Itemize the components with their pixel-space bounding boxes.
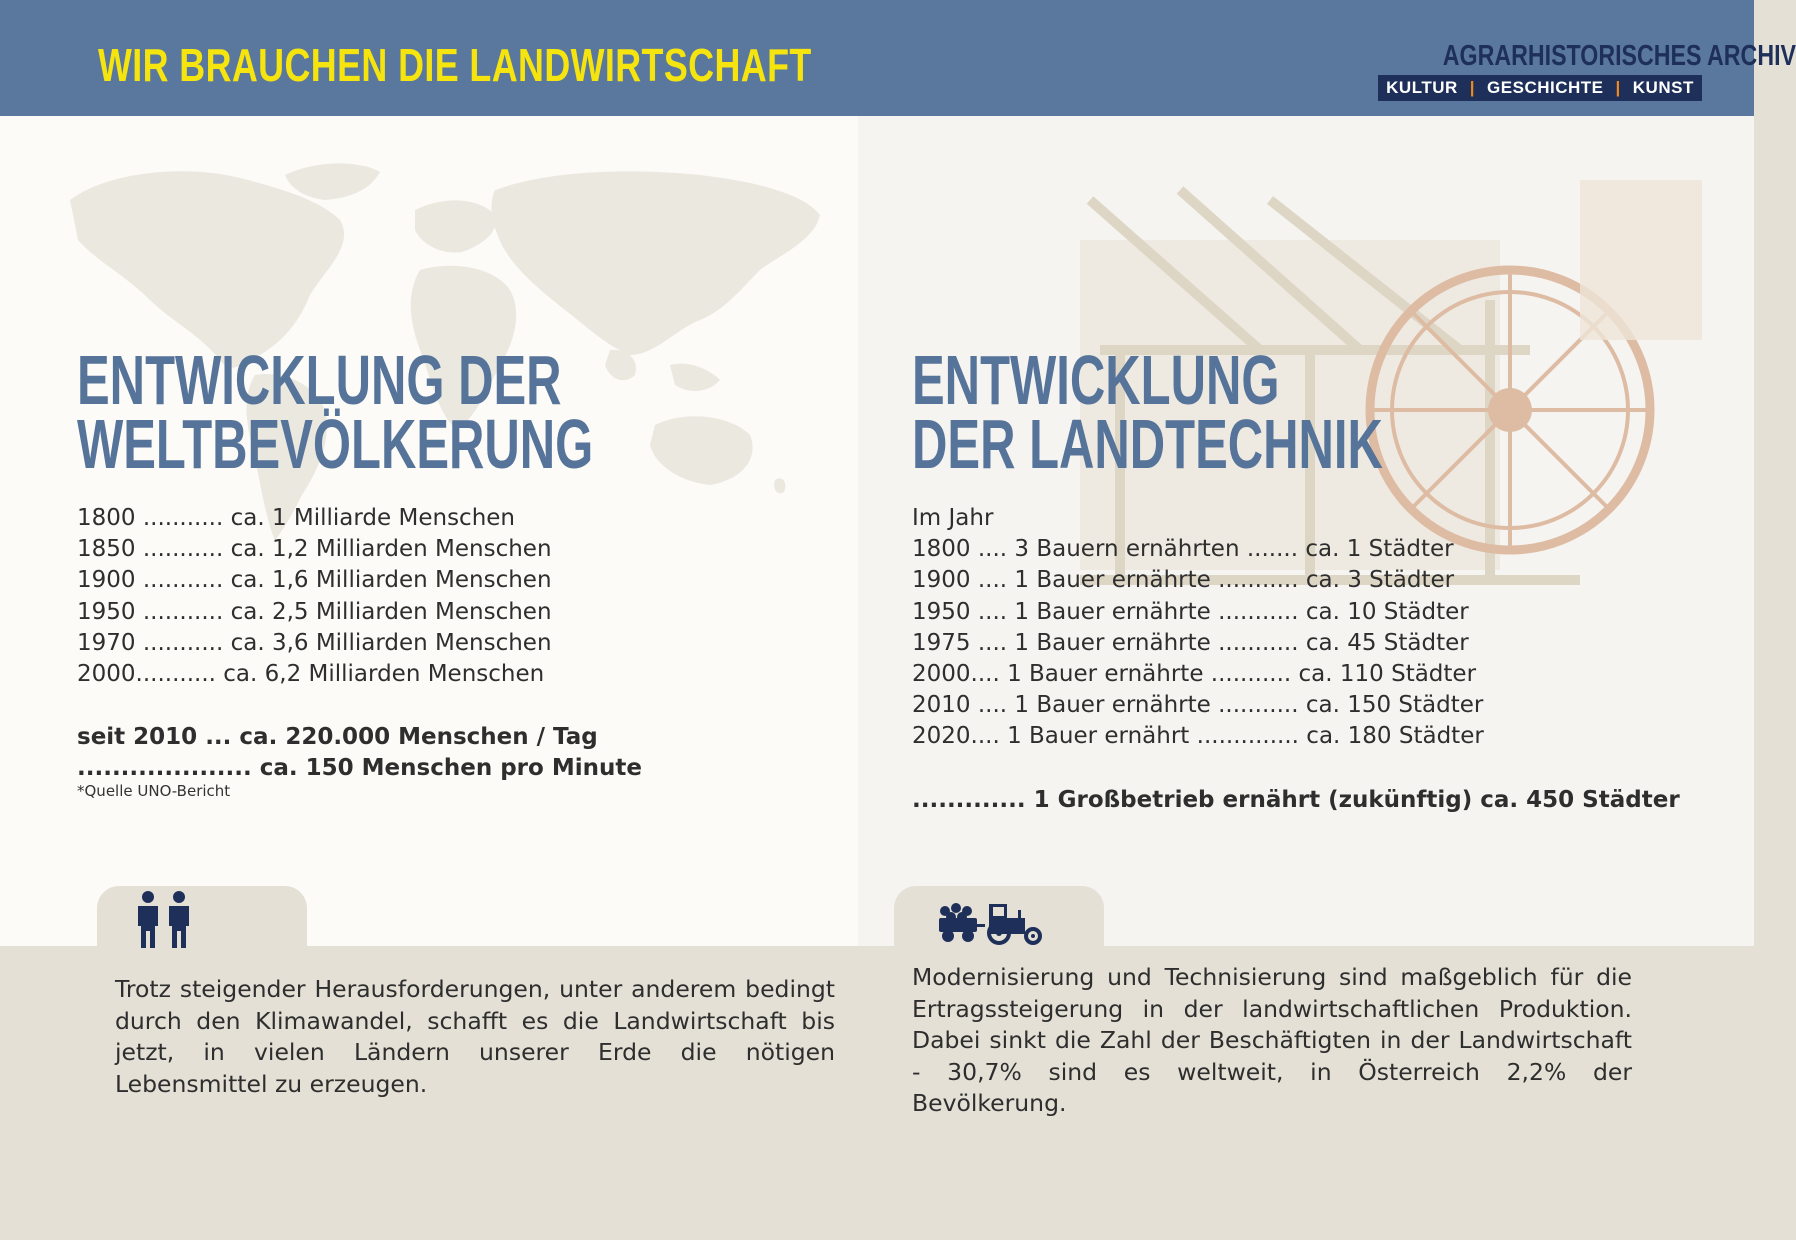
logo-separator: |: [1469, 78, 1476, 97]
farming-future: [912, 785, 1680, 816]
people-icon: [133, 890, 197, 950]
population-row: 1950 ........... ca. 2,5 Milliarden Menschen: [77, 598, 552, 625]
farming-row: 2010 .... 1 Bauer ernährte ........... ca. 150 Städter: [912, 692, 1484, 719]
population-row: 1970 ........... ca. 3,6 Milliarden Menschen: [77, 629, 552, 656]
left-heading-line: WELTBEVÖLKERUNG: [77, 405, 594, 483]
right-paragraph: Modernisierung und Technisierung sind maßgeblich für die Ertragssteigerung in der landwirtschaftlichen Produktion. Dabei sinkt die Zahl der Beschäftigten in der Landwirtschaft - 30,7% sind es weltweit, in Österreich 2,2% der Bevölkerung.: [912, 963, 1632, 1117]
logo-tag-kunst: KUNST: [1632, 78, 1694, 97]
population-row: 1800 ........... ca. 1 Milliarde Menschen: [77, 505, 515, 531]
farming-row: 1975 .... 1 Bauer ernährte ........... ca. 45 Städter: [912, 629, 1469, 656]
source-note: *Quelle UNO-Bericht: [77, 782, 231, 800]
population-row: 2000........... ca. 6,2 Milliarden Menschen: [77, 661, 545, 688]
tractor-tab: [894, 886, 1104, 956]
left-paragraph: Trotz steigender Herausforderungen, unter anderem bedingt durch den Klimawandel, schafft es die Landwirtschaft bis jetzt, in vielen Ländern unserer Erde die nötigen Lebensmittel zu erzeugen.: [115, 975, 835, 1098]
logo-tag-kultur: KULTUR: [1386, 78, 1458, 97]
left-heading: [77, 341, 594, 483]
growth-per-day: seit 2010 ... ca. 220.000 Menschen / Tag: [77, 724, 598, 750]
growth-per-minute: .................... ca. 150 Menschen pro Minute: [77, 755, 642, 782]
header-bar: [0, 0, 1796, 116]
farming-intro: Im Jahr: [912, 505, 994, 531]
farming-row: 2000.... 1 Bauer ernährte ........... ca. 110 Städter: [912, 661, 1477, 688]
farming-row: 1900 .... 1 Bauer ernährte ........... ca. 3 Städter: [912, 567, 1455, 594]
people-tab: [97, 886, 307, 956]
right-heading-line: ENTWICKLUNG: [912, 341, 1280, 419]
logo-tagline: [1378, 75, 1702, 101]
logo-separator: |: [1615, 78, 1621, 97]
future-row: ............. 1 Großbetrieb ernährt (zukünftig) ca. 450 Städter: [912, 787, 1680, 813]
farming-row: 2020.... 1 Bauer ernährt .............. ca. 180 Städter: [912, 723, 1484, 750]
page-title: WIR BRAUCHEN DIE LANDWIRTSCHAFT: [98, 39, 812, 91]
population-row: 1900 ........... ca. 1,6 Milliarden Menschen: [77, 567, 552, 594]
farming-row: 1950 .... 1 Bauer ernährte ........... ca. 10 Städter: [912, 598, 1469, 625]
farming-list: [912, 503, 1484, 753]
right-heading-line: DER LANDTECHNIK: [912, 405, 1383, 483]
farming-row: 1800 .... 3 Bauern ernährten ....... ca. 1 Städter: [912, 536, 1454, 563]
tractor-icon: [939, 896, 1049, 946]
population-list: [77, 503, 552, 690]
archive-logo: [1378, 40, 1796, 101]
logo-name: AGRARHISTORISCHES ARCHIV: [1442, 40, 1796, 72]
population-row: 1850 ........... ca. 1,2 Milliarden Menschen: [77, 536, 552, 563]
left-heading-line: ENTWICKLUNG DER: [77, 341, 562, 419]
population-growth: [77, 722, 642, 784]
right-heading: [912, 341, 1383, 483]
logo-tag-geschichte: GESCHICHTE: [1487, 78, 1604, 97]
